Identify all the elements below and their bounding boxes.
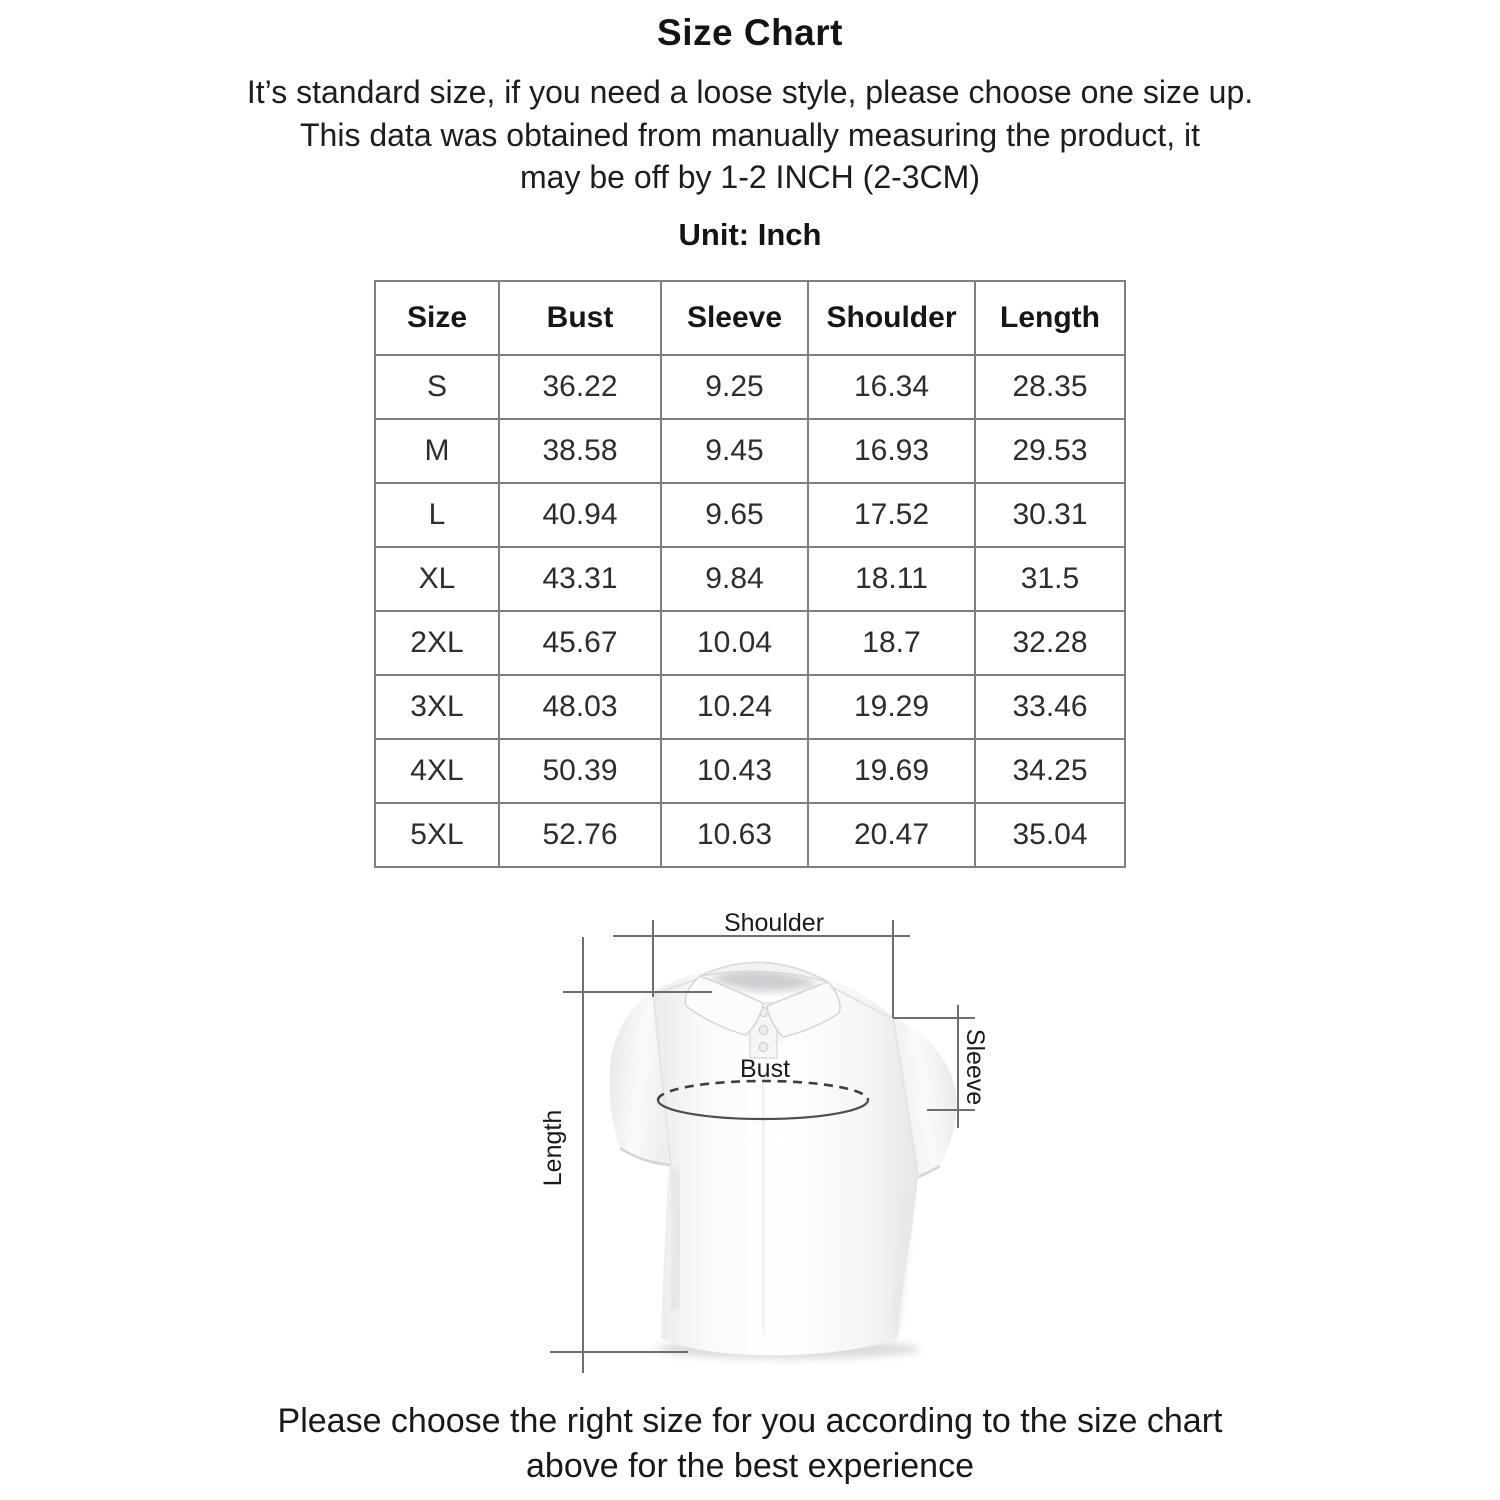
measurement-cell: 10.63 bbox=[661, 803, 808, 867]
page-title: Size Chart bbox=[657, 12, 843, 53]
measurement-cell: 30.31 bbox=[975, 483, 1125, 547]
measurement-cell: 20.47 bbox=[808, 803, 975, 867]
column-header: Shoulder bbox=[808, 281, 975, 355]
measurement-diagram bbox=[520, 900, 1020, 1385]
measurement-cell: 45.67 bbox=[499, 611, 661, 675]
measurement-cell: 17.52 bbox=[808, 483, 975, 547]
measurement-cell: 34.25 bbox=[975, 739, 1125, 803]
measurement-cell: 16.34 bbox=[808, 355, 975, 419]
measurement-cell: 40.94 bbox=[499, 483, 661, 547]
left-shade bbox=[673, 1168, 678, 1310]
unit-label: Unit: Inch bbox=[678, 217, 822, 252]
shirt-illustration bbox=[609, 962, 956, 1359]
size-cell: L bbox=[375, 483, 499, 547]
size-cell: 3XL bbox=[375, 675, 499, 739]
measurement-cell: 19.29 bbox=[808, 675, 975, 739]
footer-line: Please choose the right size for you according to the size chart bbox=[277, 1402, 1223, 1440]
measurement-cell: 9.45 bbox=[661, 419, 808, 483]
measurement-cell: 38.58 bbox=[499, 419, 661, 483]
column-header: Size bbox=[375, 281, 499, 355]
size-table-header-row bbox=[375, 281, 1125, 355]
table-row bbox=[375, 483, 1125, 547]
measurement-cell: 9.84 bbox=[661, 547, 808, 611]
measurement-cell: 52.76 bbox=[499, 803, 661, 867]
column-header: Sleeve bbox=[661, 281, 808, 355]
length-label: Length bbox=[539, 1109, 567, 1187]
size-cell: M bbox=[375, 419, 499, 483]
column-header: Bust bbox=[499, 281, 661, 355]
measurement-cell: 18.11 bbox=[808, 547, 975, 611]
measurement-cell: 36.22 bbox=[499, 355, 661, 419]
measurement-cell: 35.04 bbox=[975, 803, 1125, 867]
description-line: It’s standard size, if you need a loose style, please choose one size up. bbox=[246, 74, 1254, 110]
size-table-body bbox=[375, 355, 1125, 867]
description bbox=[0, 71, 1500, 199]
footer-line: above for the best experience bbox=[526, 1447, 974, 1485]
measurement-cell: 9.25 bbox=[661, 355, 808, 419]
bust-label: Bust bbox=[739, 1055, 791, 1083]
measurement-cell: 10.43 bbox=[661, 739, 808, 803]
measurement-cell: 10.24 bbox=[661, 675, 808, 739]
measurement-cell: 32.28 bbox=[975, 611, 1125, 675]
size-cell: 4XL bbox=[375, 739, 499, 803]
measurement-cell: 28.35 bbox=[975, 355, 1125, 419]
button bbox=[759, 1026, 768, 1035]
measurement-cell: 31.5 bbox=[975, 547, 1125, 611]
button bbox=[759, 1043, 768, 1052]
table-row bbox=[375, 675, 1125, 739]
size-cell: 2XL bbox=[375, 611, 499, 675]
shoulder-label: Shoulder bbox=[723, 909, 825, 937]
measurement-cell: 33.46 bbox=[975, 675, 1125, 739]
body-crease bbox=[763, 1070, 765, 1332]
table-row bbox=[375, 739, 1125, 803]
table-row bbox=[375, 611, 1125, 675]
measurement-cell: 10.04 bbox=[661, 611, 808, 675]
measurement-cell: 48.03 bbox=[499, 675, 661, 739]
measurement-cell: 9.65 bbox=[661, 483, 808, 547]
measurement-cell: 16.93 bbox=[808, 419, 975, 483]
table-row bbox=[375, 419, 1125, 483]
measurement-cell: 29.53 bbox=[975, 419, 1125, 483]
measurement-cell: 50.39 bbox=[499, 739, 661, 803]
column-header: Length bbox=[975, 281, 1125, 355]
size-cell: S bbox=[375, 355, 499, 419]
sleeve-label: Sleeve bbox=[961, 1028, 989, 1106]
table-row bbox=[375, 547, 1125, 611]
measurement-cell: 43.31 bbox=[499, 547, 661, 611]
size-table bbox=[374, 280, 1126, 868]
measurement-cell: 18.7 bbox=[808, 611, 975, 675]
description-line: This data was obtained from manually measuring the product, it bbox=[299, 116, 1200, 153]
measurement-cell: 19.69 bbox=[808, 739, 975, 803]
size-cell: 5XL bbox=[375, 803, 499, 867]
table-row bbox=[375, 803, 1125, 867]
size-cell: XL bbox=[375, 547, 499, 611]
description-line: may be off by 1-2 INCH (2-3CM) bbox=[520, 159, 980, 195]
table-row bbox=[375, 355, 1125, 419]
footer-note bbox=[0, 1399, 1500, 1489]
